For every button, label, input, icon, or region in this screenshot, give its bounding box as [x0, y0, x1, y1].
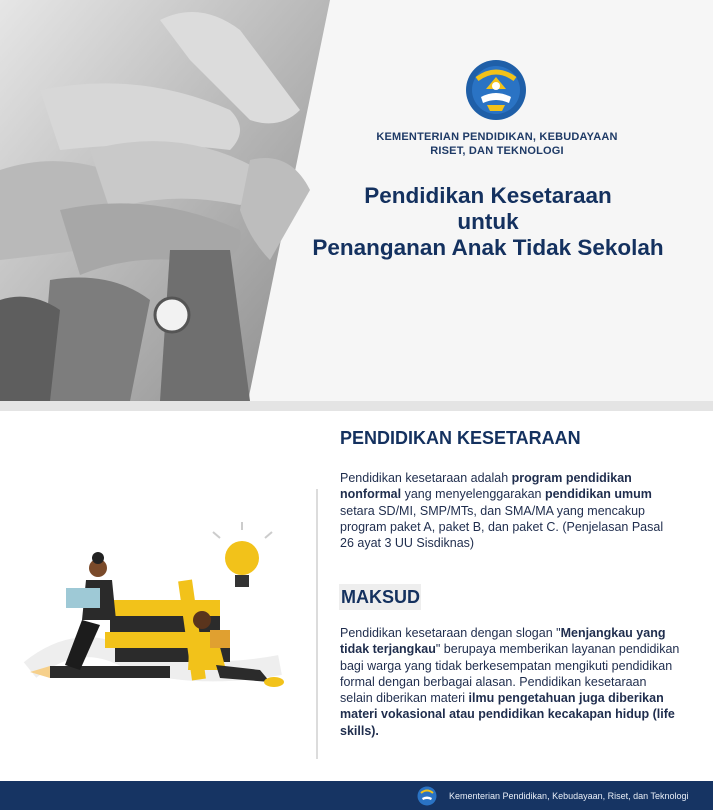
page-title	[290, 183, 686, 261]
p2-bold-ilmu: ilmu pengetahuan juga diberikan materi vokasional atau pendidikan kecakapan hidup (life skills).	[340, 691, 675, 738]
p2-bold-slogan: Menjangkau yang tidak terjangkau	[340, 626, 666, 657]
title-line-1: Pendidikan Kesetaraan	[364, 183, 612, 208]
ministry-name	[362, 130, 632, 158]
title-line-3: Penanganan Anak Tidak Sekolah	[312, 235, 664, 260]
ministry-line-1: KEMENTERIAN PENDIDIKAN, KEBUDAYAAN	[376, 131, 618, 143]
p1-part-c: yang menyelenggarakan	[401, 487, 545, 502]
vertical-rule	[316, 489, 318, 759]
p1-bold-umum: pendidikan umum	[544, 487, 652, 502]
paragraph-pendidikan	[340, 470, 680, 551]
p2-part-a: Pendidikan kesetaraan dengan slogan "	[340, 626, 561, 640]
ministry-line-2: RISET, DAN TEKNOLOGI	[430, 145, 564, 157]
footer-logo-icon	[417, 786, 437, 806]
footer-ministry-text: Kementerian Pendidikan, Kebudayaan, Riset, dan Teknologi	[449, 791, 689, 801]
section-divider	[0, 401, 713, 411]
p1-part-a: Pendidikan kesetaraan adalah	[340, 471, 512, 485]
paragraph-maksud	[340, 625, 680, 739]
students-reading-illustration	[20, 520, 310, 695]
section-heading-pendidikan: PENDIDIKAN KESETARAAN	[340, 428, 581, 448]
title-line-2: untuk	[457, 209, 519, 234]
hero-banner	[0, 0, 713, 401]
section-heading-maksud: MAKSUD	[341, 587, 420, 607]
stacked-hands-photo	[0, 0, 330, 401]
p2-part-c: " berupaya memberikan layanan pendidikan bagi warga yang tidak berkesempatan mengikuti pendidikan formal dengan berbagai alasan. Pendidikan kesetaraan selain diberikan materi	[340, 642, 680, 706]
tut-wuri-handayani-logo	[465, 59, 527, 121]
p1-bold-program: program pendidikan nonformal	[340, 471, 632, 502]
p1-part-e: setara SD/MI, SMP/MTs, dan SMA/MA yang mencakup program paket A, paket B, dan paket C. (Penjelasan Pasal 26 ayat 3 UU Sisdiknas)	[340, 503, 664, 551]
